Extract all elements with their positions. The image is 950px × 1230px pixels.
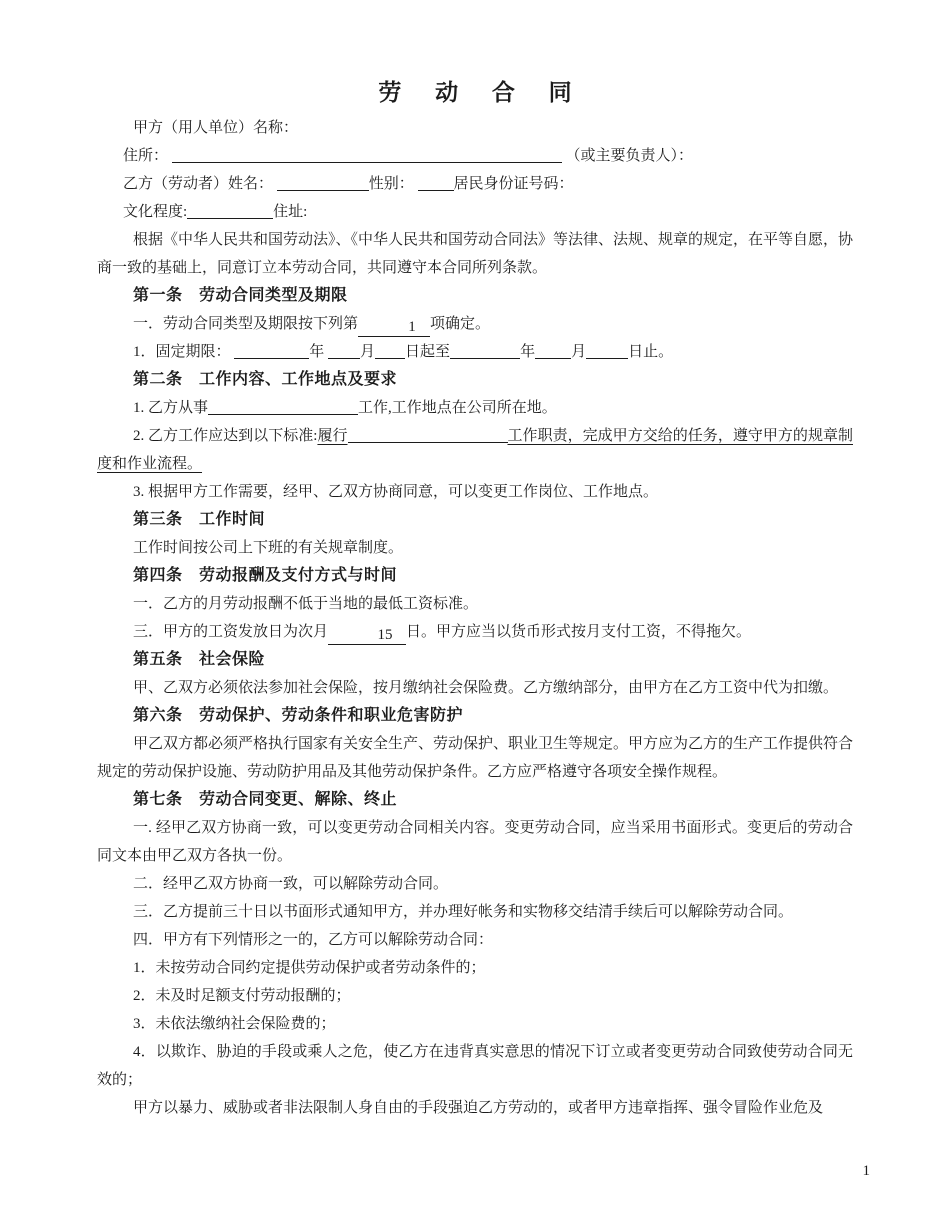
gender-label: 性别： (368, 176, 418, 192)
end-year-label: 年 (520, 344, 536, 360)
work-standard-label: 2. 乙方工作应达到以下标准: (133, 428, 318, 444)
article-2-item-3: 3. 根据甲方工作需要，经甲、乙双方协商同意，可以变更工作岗位、工作地点。 (133, 484, 659, 500)
address-line (97, 142, 853, 170)
article-7-closing-paragraph: 甲方以暴力、威胁或者非法限制人身自由的手段强迫乙方劳动的，或者甲方违章指挥、强令冒险作业危及 (133, 1100, 824, 1116)
article-7-item-4-sub-4: 4．以欺诈、胁迫的手段或乘人之危，使乙方在违背真实意思的情况下订立或者变更劳动合同致使劳动合同无效的； (97, 1044, 853, 1088)
article-2-item-1 (97, 394, 853, 422)
duty-blank (348, 425, 508, 443)
perform-label: 履行 (317, 428, 348, 444)
preamble-paragraph: 根据《中华人民共和国劳动法》、《中华人民共和国劳动合同法》等法律、法规、规章的规定，在平等自愿，协商一致的基础上，同意订立本劳动合同，共同遵守本合同所列条款。 (97, 232, 854, 276)
end-year-blank (450, 341, 520, 359)
pay-day-label: 三．甲方的工资发放日为次月 (133, 624, 329, 640)
article-1-item-1-suffix: 项确定。 (430, 316, 491, 332)
party-a-name-label: 甲方（用人单位）名称： (133, 120, 299, 136)
start-year-label: 年 (309, 344, 329, 360)
date-end-label: 日止。 (628, 344, 674, 360)
education-label: 文化程度: (123, 204, 188, 220)
article-7-item-4: 四．甲方有下列情形之一的，乙方可以解除劳动合同： (133, 932, 494, 948)
job-label: 1. 乙方从事 (133, 400, 209, 416)
article-2-item-2 (97, 422, 853, 478)
education-line (97, 198, 853, 226)
id-number-label: 居民身份证号码： (453, 176, 574, 192)
address-label: 住所： (123, 148, 172, 164)
start-year-blank (234, 341, 309, 359)
address-blank (172, 145, 562, 163)
start-month-label: 月 (360, 344, 376, 360)
article-7-heading: 第七条 劳动合同变更、解除、终止 (133, 791, 398, 808)
date-mid-label: 日起至 (405, 344, 451, 360)
article-3-heading: 第三条 工作时间 (133, 511, 266, 528)
end-month-label: 月 (571, 344, 587, 360)
pay-day-blank: 15 (328, 627, 406, 645)
party-b-name-label: 乙方（劳动者）姓名： (123, 176, 277, 192)
start-day-blank (375, 341, 405, 359)
job-title-blank (208, 397, 358, 415)
document-content (97, 76, 853, 1122)
article-7-item-2: 二．经甲乙双方协商一致，可以解除劳动合同。 (133, 876, 449, 892)
article-4-item-1: 一．乙方的月劳动报酬不低于当地的最低工资标准。 (133, 596, 479, 612)
article-6-body: 甲乙双方都必须严格执行国家有关安全生产、劳动保护、职业卫生等规定。甲方应为乙方的生产工作提供符合规定的劳动保护设施、劳动防护用品及其他劳动保护条件。乙方应严格遵守各项安全操作规程。 (97, 736, 854, 780)
article-7-item-1: 一. 经甲乙双方协商一致，可以变更劳动合同相关内容。变更劳动合同，应当采用书面形式。变更后的劳动合同文本由甲乙双方各执一份。 (97, 820, 853, 864)
education-blank (187, 201, 273, 219)
document-title: 劳 动 合 同 (378, 80, 586, 105)
article-1-item-1 (97, 310, 853, 338)
article-4-heading: 第四条 劳动报酬及支付方式与时间 (133, 567, 398, 584)
party-b-line (97, 170, 853, 198)
article-7-item-4-sub-1: 1．未按劳动合同约定提供劳动保护或者劳动条件的； (133, 960, 486, 976)
end-day-blank (586, 341, 628, 359)
article-5-heading: 第五条 社会保险 (133, 651, 266, 668)
article-5-body: 甲、乙双方必须依法参加社会保险，按月缴纳社会保险费。乙方缴纳部分，由甲方在乙方工资中代为扣缴。 (133, 680, 839, 696)
party-b-name-blank (277, 173, 369, 191)
article-2-heading: 第二条 工作内容、工作地点及要求 (133, 371, 398, 388)
residence-label: 住址: (273, 204, 308, 220)
article-1-item-1-text: 一．劳动合同类型及期限按下列第 (133, 316, 359, 332)
start-month-blank (328, 341, 360, 359)
article-1-item-2 (97, 338, 853, 366)
party-a-line (97, 114, 853, 142)
end-month-blank (535, 341, 571, 359)
page-number: 1 (862, 1163, 870, 1179)
pay-day-suffix: 日。甲方应当以货币形式按月支付工资，不得拖欠。 (406, 624, 752, 640)
article-3-body: 工作时间按公司上下班的有关规章制度。 (133, 540, 404, 556)
gender-blank (418, 173, 454, 191)
contract-type-option-blank: 1 (358, 319, 430, 337)
article-1-heading: 第一条 劳动合同类型及期限 (133, 287, 348, 304)
job-suffix: 工作,工作地点在公司所在地。 (358, 400, 557, 416)
principal-label: （或主要负责人）： (561, 148, 694, 164)
article-7-item-4-sub-3: 3．未依法缴纳社会保险费的； (133, 1016, 336, 1032)
duty-suffix: 工作职责，完成甲方交给的任务，遵守甲方的规章制度和作业流程。 (97, 428, 853, 472)
article-6-heading: 第六条 劳动保护、劳动条件和职业危害防护 (133, 707, 464, 724)
fixed-term-label: 1．固定期限： (133, 344, 235, 360)
article-4-item-2 (97, 618, 853, 646)
article-7-item-3: 三．乙方提前三十日以书面形式通知甲方，并办理好帐务和实物移交结清手续后可以解除劳动合同。 (133, 904, 794, 920)
article-7-item-4-sub-2: 2．未及时足额支付劳动报酬的； (133, 988, 351, 1004)
